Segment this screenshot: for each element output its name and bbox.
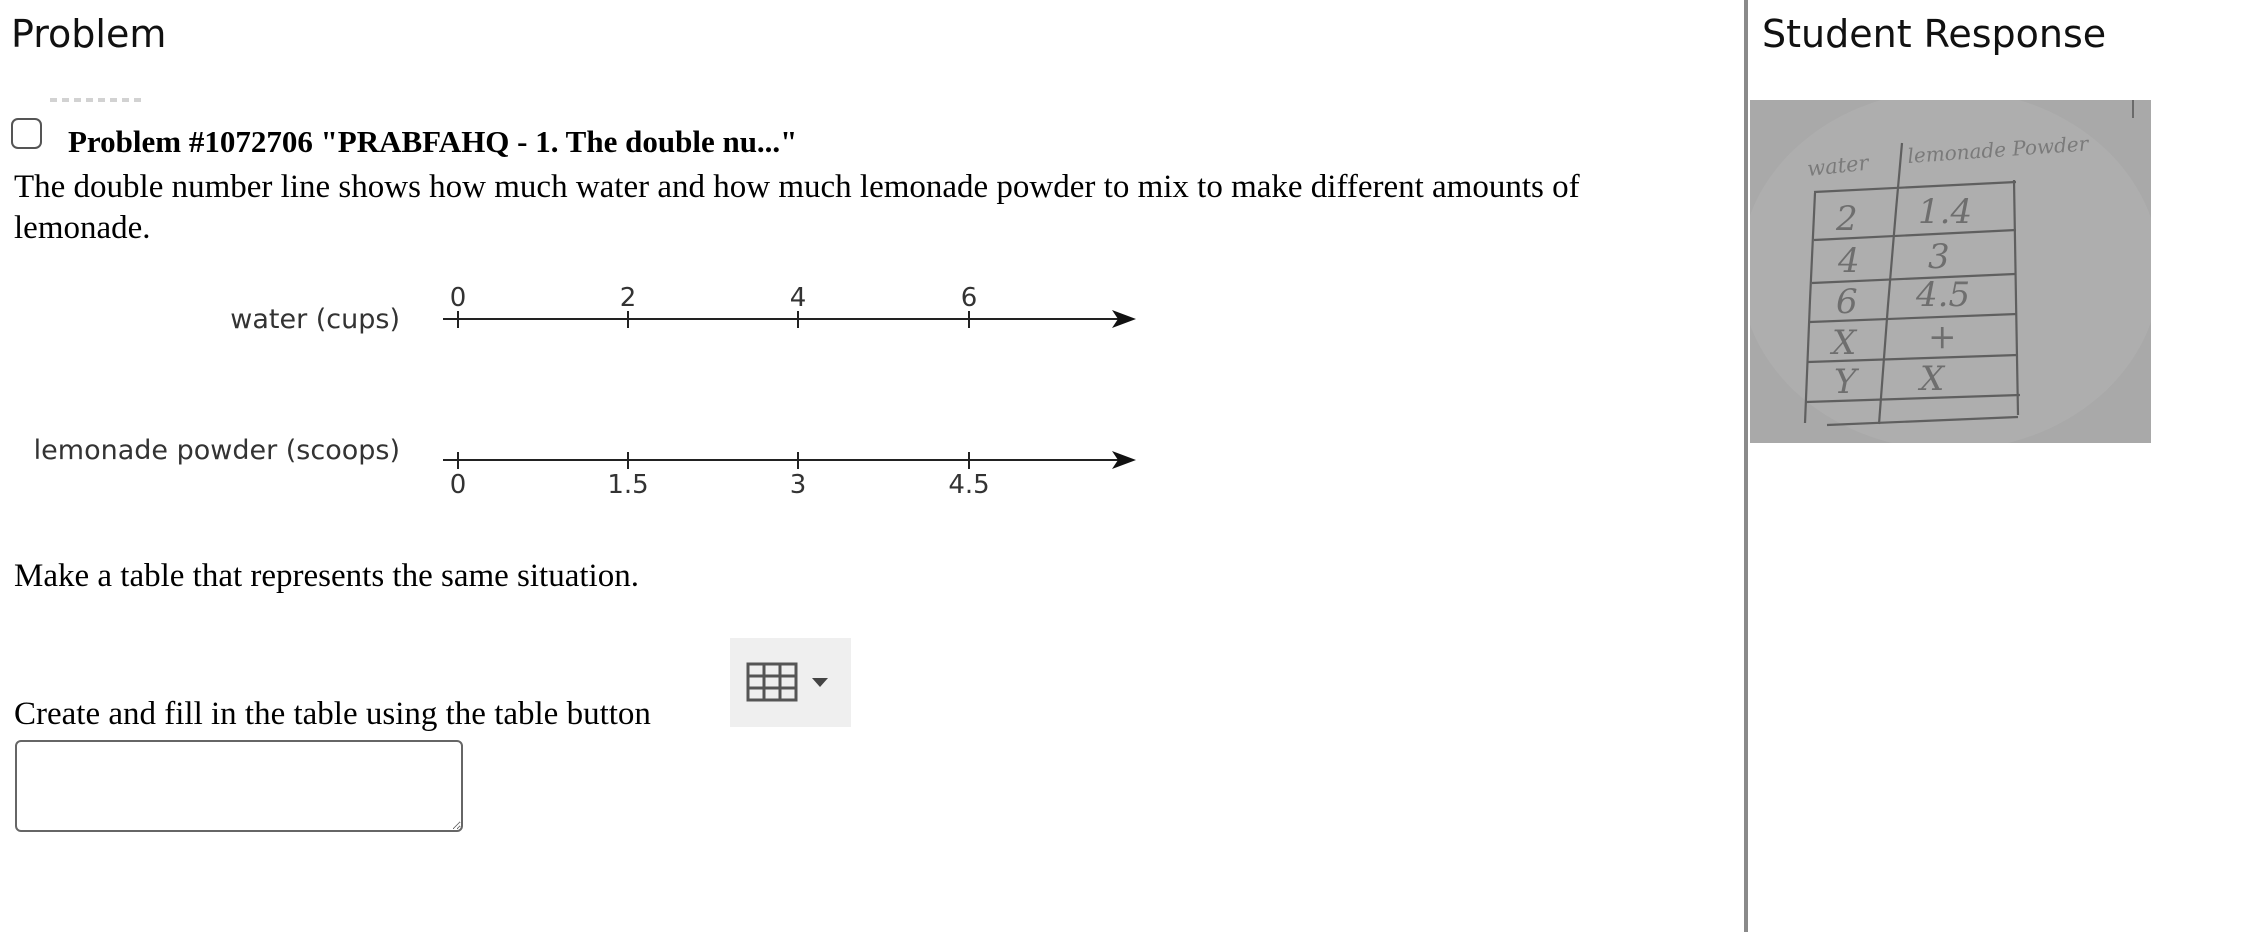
make-table-prompt: Make a table that represents the same situation. xyxy=(14,558,639,594)
faded-separator xyxy=(50,98,142,102)
handwritten-table-photo xyxy=(1750,100,2151,443)
problem-intro-text: The double number line shows how much water and how much lemonade powder to mix to make different amounts of lemonade. xyxy=(14,169,1580,246)
student-response-pane xyxy=(1748,0,2242,932)
table-grid-icon xyxy=(730,638,851,727)
handwritten-header-powder: lemonade Powder xyxy=(1906,131,2089,168)
handwritten-cell: + xyxy=(1928,317,1957,357)
handwritten-cell: X xyxy=(1920,359,1945,399)
student-response-image xyxy=(1750,100,2151,443)
handwritten-cell: 4 xyxy=(1838,241,1860,281)
powder-tick-label: 4.5 xyxy=(948,470,990,500)
create-table-prompt: Create and fill in the table using the table button xyxy=(14,696,651,732)
problem-pane-title: Problem xyxy=(11,12,167,56)
double-number-line xyxy=(0,280,1180,510)
number-line-label-water: water (cups) xyxy=(230,304,400,335)
handwritten-cell: 1.4 xyxy=(1918,192,1973,232)
answer-input[interactable] xyxy=(15,740,463,832)
student-response-title: Student Response xyxy=(1762,12,2107,56)
handwritten-cell: 3 xyxy=(1928,237,1950,277)
water-tick-label: 2 xyxy=(619,283,637,313)
water-tick-label: 4 xyxy=(789,283,807,313)
powder-tick-label: 0 xyxy=(449,470,467,500)
powder-tick-label: 1.5 xyxy=(607,470,649,500)
handwritten-cell: 4.5 xyxy=(1916,275,1971,315)
handwritten-cell: 6 xyxy=(1836,282,1858,322)
number-line-label-powder: lemonade powder (scoops) xyxy=(33,435,400,466)
powder-tick-label: 3 xyxy=(789,470,807,500)
problem-header: Problem #1072706 "PRABFAHQ - 1. The double nu..." xyxy=(68,124,798,159)
handwritten-cell: X xyxy=(1832,323,1857,363)
handwritten-cell: 2 xyxy=(1836,199,1858,239)
insert-table-button[interactable] xyxy=(730,638,851,727)
water-tick-label: 6 xyxy=(960,283,978,313)
problem-select-checkbox[interactable] xyxy=(11,118,42,149)
caret-down-icon xyxy=(812,678,828,687)
water-tick-label: 0 xyxy=(449,283,467,313)
handwritten-cell: Y xyxy=(1834,362,1857,402)
handwritten-header-water: water xyxy=(1806,150,1870,181)
